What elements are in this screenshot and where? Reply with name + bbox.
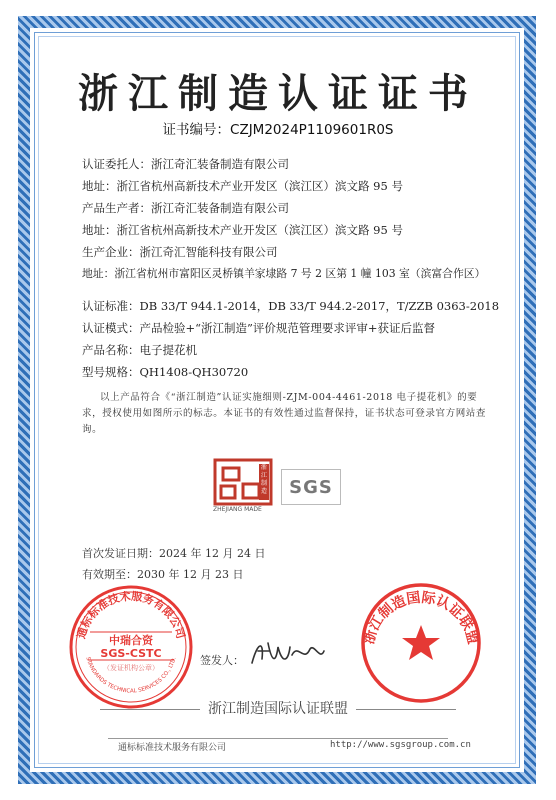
field-label: 地址： <box>82 267 115 280</box>
field-standard <box>82 298 499 314</box>
zhejiang-made-logo <box>213 458 273 516</box>
valid-until-date: 有效期至：2030 年 12 月 23 日 <box>82 568 244 581</box>
field-manufacturer <box>82 244 278 260</box>
signature <box>248 633 328 673</box>
field-client <box>82 156 289 172</box>
issuer-seal-icon <box>66 582 196 712</box>
field-label: 生产企业： <box>82 245 140 259</box>
field-value: 产品检验+“浙江制造”评价规范管理要求评审+获证后监督 <box>139 321 436 335</box>
issuer-seal-code-text: SGS-CSTC <box>100 647 162 660</box>
alliance-name-banner <box>0 698 556 718</box>
field-value: 浙江奇汇智能科技有限公司 <box>139 245 278 259</box>
divider <box>356 709 456 710</box>
first-issue-date: 首次发证日期：2024 年 12 月 24 日 <box>82 547 266 560</box>
zhejiang-made-subtext: ZHEJIANG MADE <box>213 506 262 513</box>
star-icon <box>402 625 440 660</box>
field-manufacturer-address <box>82 266 485 281</box>
alliance-seal <box>358 580 484 706</box>
field-label: 认证委托人： <box>82 157 151 171</box>
certification-logos <box>213 458 348 516</box>
field-mode <box>82 320 435 336</box>
field-client-address <box>82 178 403 194</box>
certificate-title: 浙江制造认证证书 <box>78 70 478 117</box>
field-value: 电子提花机 <box>139 343 197 357</box>
footer-divider <box>108 738 448 739</box>
alliance-seal-text: 浙江制造国际认证联盟 <box>361 589 481 646</box>
issuer-seal-middle-text: 中瑞合资 <box>109 634 153 647</box>
field-value: 浙江省杭州市富阳区灵桥镇羊家埭路 7 号 2 区第 1 幢 103 室（滨富合作区） <box>114 267 486 280</box>
field-producer <box>82 200 289 216</box>
certificate-statement: 以上产品符合《“浙江制造”认证实施细则-ZJM-004-4461-2018 电子提花机》的要求，授权使用如图所示的标志。本证书的有效性通过监督保持，证书状态可登录官方网站查询。 <box>82 392 487 435</box>
field-value: 浙江奇汇装备制造有限公司 <box>151 201 289 215</box>
field-product-name <box>82 342 197 358</box>
certificate-number: 证书编号：CZJM2024P1109601R0S <box>162 122 394 138</box>
zhejiang-made-mark-text: 浙江制造 <box>261 464 268 495</box>
field-value: QH1408-QH30720 <box>139 365 249 379</box>
svg-text:STANDARDS TECHNICAL SERVICES C <box>84 656 177 694</box>
field-label: 产品生产者： <box>82 201 151 215</box>
issuer-label: 签发人： <box>200 654 244 667</box>
issuer-seal-top-text: 通标标准技术服务有限公司 <box>74 589 188 641</box>
issuer-seal-bottom-text: STANDARDS TECHNICAL SERVICES CO., LTD. <box>84 656 178 695</box>
field-label: 地址： <box>82 223 117 237</box>
field-value: 浙江省杭州高新技术产业开发区（滨江区）滨文路 95 号 <box>116 179 403 193</box>
field-label: 地址： <box>82 179 117 193</box>
issuer-seal-sub-text: （发证机构公章） <box>103 664 159 672</box>
sgs-logo: SGS <box>281 469 341 505</box>
field-model <box>82 364 248 380</box>
field-label: 认证标准： <box>82 299 140 313</box>
issuer-seal <box>66 582 196 712</box>
field-label: 型号规格： <box>82 365 140 379</box>
field-label: 产品名称： <box>82 343 140 357</box>
field-label: 认证模式： <box>82 321 140 335</box>
footer-company: 通标标准技术服务有限公司 <box>118 743 227 753</box>
alliance-name: 浙江制造国际认证联盟 <box>208 701 348 717</box>
field-producer-address <box>82 222 403 238</box>
footer-url: http://www.sgsgroup.com.cn <box>330 740 471 750</box>
field-value: DB 33/T 944.1-2014，DB 33/T 944.2-2017，T/ZZB 0363-2018 <box>139 299 500 313</box>
field-value: 浙江奇汇装备制造有限公司 <box>151 157 289 171</box>
divider <box>100 709 200 710</box>
alliance-seal-icon <box>358 580 484 706</box>
field-value: 浙江省杭州高新技术产业开发区（滨江区）滨文路 95 号 <box>116 223 403 237</box>
